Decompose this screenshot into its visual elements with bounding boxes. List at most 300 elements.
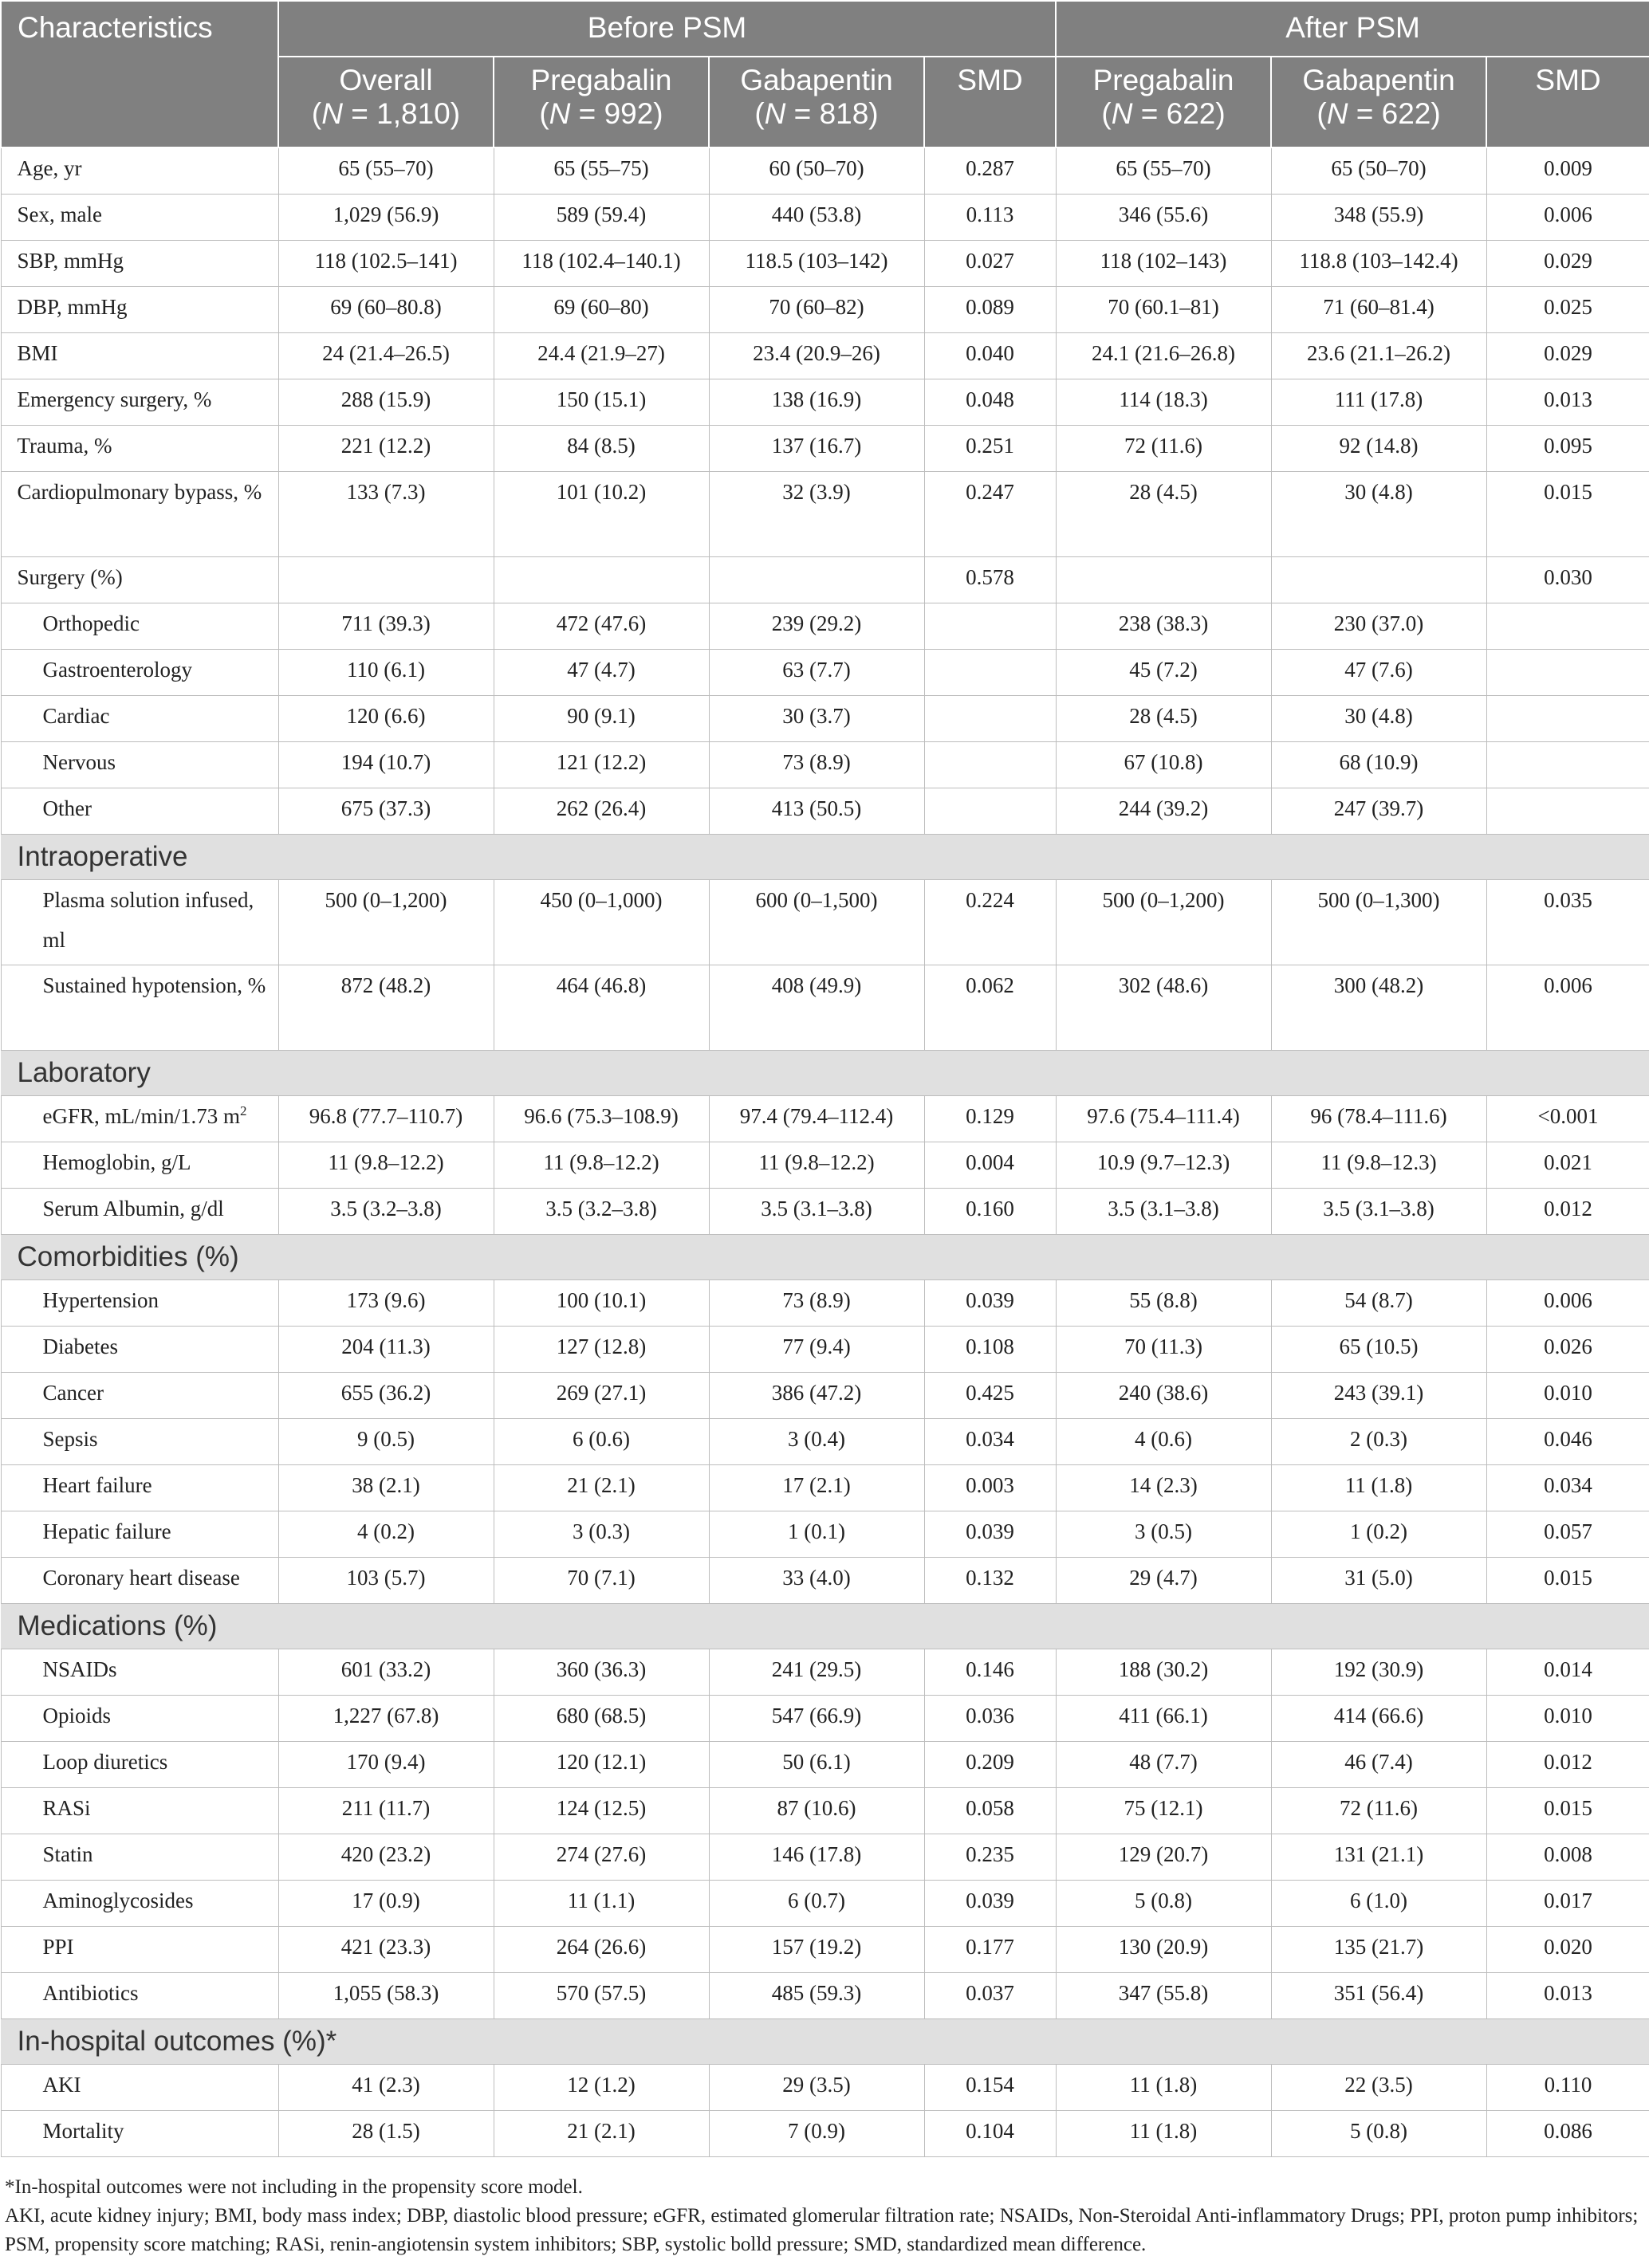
table-cell: 0.425	[924, 1373, 1056, 1419]
table-cell: 241 (29.5)	[709, 1649, 924, 1696]
table-cell: 30 (3.7)	[709, 696, 924, 742]
row-label-text: Diabetes	[42, 1334, 118, 1358]
table-cell: 5 (0.8)	[1271, 2111, 1486, 2157]
table-cell: 65 (10.5)	[1271, 1327, 1486, 1373]
column-header-count	[1068, 97, 1259, 131]
column-header-count	[290, 97, 482, 131]
table-cell: 360 (36.3)	[494, 1649, 709, 1696]
table-cell: 21 (2.1)	[494, 2111, 709, 2157]
table-cell: 0.160	[924, 1189, 1056, 1235]
header-after-psm: After PSM	[1056, 1, 1649, 57]
table-cell: 11 (9.8–12.2)	[494, 1142, 709, 1189]
table-cell: 655 (36.2)	[278, 1373, 494, 1419]
row-label-text: NSAIDs	[42, 1657, 117, 1681]
table-cell: 0.015	[1486, 1558, 1649, 1604]
table-cell: 70 (7.1)	[494, 1558, 709, 1604]
row-label-text: Plasma solution infused, ml	[42, 888, 254, 952]
table-cell: 0.004	[924, 1142, 1056, 1189]
table-cell: 73 (8.9)	[709, 742, 924, 788]
table-cell	[924, 788, 1056, 835]
table-cell: 346 (55.6)	[1056, 195, 1271, 241]
table-row	[1, 147, 1649, 195]
table-cell: 157 (19.2)	[709, 1927, 924, 1973]
table-cell: 0.062	[924, 965, 1056, 1051]
column-header-name: Gabapentin	[740, 64, 893, 96]
section-title: Medications (%)	[1, 1604, 1649, 1649]
row-label	[1, 965, 278, 1051]
table-cell: 21 (2.1)	[494, 1465, 709, 1511]
column-header-name: Pregabalin	[530, 64, 672, 96]
table-cell: 0.089	[924, 287, 1056, 333]
table-cell: 347 (55.8)	[1056, 1973, 1271, 2019]
table-cell: 133 (7.3)	[278, 472, 494, 557]
table-cell: 0.029	[1486, 241, 1649, 287]
table-cell: 0.021	[1486, 1142, 1649, 1189]
table-cell: 129 (20.7)	[1056, 1834, 1271, 1881]
table-cell: 0.129	[924, 1096, 1056, 1142]
table-cell: 29 (3.5)	[709, 2065, 924, 2111]
table-cell: 173 (9.6)	[278, 1280, 494, 1327]
table-cell: 194 (10.7)	[278, 742, 494, 788]
row-label-text: Hemoglobin, g/L	[42, 1150, 191, 1174]
row-label-text: DBP, mmHg	[17, 295, 128, 319]
table-cell: 680 (68.5)	[494, 1696, 709, 1742]
count-prefix: (	[1101, 97, 1112, 130]
table-cell: 411 (66.1)	[1056, 1696, 1271, 1742]
count-value: = 818)	[785, 97, 879, 130]
count-prefix: (	[1316, 97, 1327, 130]
section-title: Comorbidities (%)	[1, 1235, 1649, 1280]
table-cell	[1486, 742, 1649, 788]
table-footnotes	[0, 2173, 1649, 2259]
table-cell: 3.5 (3.1–3.8)	[1056, 1189, 1271, 1235]
table-cell: 239 (29.2)	[709, 603, 924, 650]
table-cell: 0.013	[1486, 1973, 1649, 2019]
table-cell: 22 (3.5)	[1271, 2065, 1486, 2111]
table-cell: 589 (59.4)	[494, 195, 709, 241]
row-label	[1, 1834, 278, 1881]
table-cell: 421 (23.3)	[278, 1927, 494, 1973]
row-label-text: Coronary heart disease	[42, 1566, 240, 1590]
row-label-text: PPI	[42, 1935, 74, 1959]
table-cell: 30 (4.8)	[1271, 696, 1486, 742]
table-cell: 11 (1.8)	[1271, 1465, 1486, 1511]
table-cell: 221 (12.2)	[278, 426, 494, 472]
table-cell: 11 (1.8)	[1056, 2111, 1271, 2157]
row-label-text: Statin	[42, 1842, 93, 1866]
table-cell: 96 (78.4–111.6)	[1271, 1096, 1486, 1142]
table-cell: 0.251	[924, 426, 1056, 472]
section-header-row	[1, 835, 1649, 880]
table-cell: 3.5 (3.2–3.8)	[278, 1189, 494, 1235]
column-header-count	[506, 97, 697, 131]
table-row	[1, 287, 1649, 333]
table-row	[1, 880, 1649, 965]
table-cell: 70 (60.1–81)	[1056, 287, 1271, 333]
table-cell: 414 (66.6)	[1271, 1696, 1486, 1742]
column-header	[709, 57, 924, 147]
table-row	[1, 1973, 1649, 2019]
row-label-text: Cardiopulmonary bypass, %	[17, 480, 262, 504]
table-cell: 0.057	[1486, 1511, 1649, 1558]
section-header-row	[1, 1051, 1649, 1096]
table-cell: 204 (11.3)	[278, 1327, 494, 1373]
table-cell: 87 (10.6)	[709, 1788, 924, 1834]
table-cell: 23.4 (20.9–26)	[709, 333, 924, 379]
count-variable: N	[1111, 97, 1133, 130]
row-label-text: BMI	[17, 341, 58, 365]
table-cell: 97.6 (75.4–111.4)	[1056, 1096, 1271, 1142]
row-label-text: Orthopedic	[42, 611, 140, 635]
table-cell: 135 (21.7)	[1271, 1927, 1486, 1973]
table-cell: 500 (0–1,300)	[1271, 880, 1486, 965]
table-cell: 0.010	[1486, 1373, 1649, 1419]
table-cell: 124 (12.5)	[494, 1788, 709, 1834]
table-cell: 0.035	[1486, 880, 1649, 965]
table-cell: 211 (11.7)	[278, 1788, 494, 1834]
row-label	[1, 1189, 278, 1235]
header-characteristics: Characteristics	[1, 1, 278, 147]
table-cell: 28 (4.5)	[1056, 472, 1271, 557]
table-cell: 600 (0–1,500)	[709, 880, 924, 965]
row-label-text: Sex, male	[17, 202, 102, 226]
table-cell: 0.058	[924, 1788, 1056, 1834]
table-cell: 70 (11.3)	[1056, 1327, 1271, 1373]
row-label-text: Other	[42, 796, 92, 820]
table-cell: 120 (12.1)	[494, 1742, 709, 1788]
count-value: = 1,810)	[342, 97, 461, 130]
table-header	[1, 1, 1649, 147]
column-header-name: Pregabalin	[1092, 64, 1234, 96]
table-cell: 65 (55–75)	[494, 147, 709, 195]
table-cell: 1,227 (67.8)	[278, 1696, 494, 1742]
row-label-text: SBP, mmHg	[17, 249, 124, 273]
column-header-count	[1283, 97, 1474, 131]
table-cell: 90 (9.1)	[494, 696, 709, 742]
table-cell: 2 (0.3)	[1271, 1419, 1486, 1465]
table-cell: 32 (3.9)	[709, 472, 924, 557]
table-cell: 351 (56.4)	[1271, 1973, 1486, 2019]
table-cell: 11 (1.1)	[494, 1881, 709, 1927]
table-cell: 0.235	[924, 1834, 1056, 1881]
table-cell: 137 (16.7)	[709, 426, 924, 472]
row-label	[1, 1649, 278, 1696]
table-cell: 3.5 (3.1–3.8)	[1271, 1189, 1486, 1235]
table-cell	[924, 603, 1056, 650]
row-label-text: Loop diuretics	[42, 1750, 168, 1774]
row-label	[1, 2111, 278, 2157]
table-cell: 103 (5.7)	[278, 1558, 494, 1604]
count-prefix: (	[539, 97, 549, 130]
table-cell: 100 (10.1)	[494, 1280, 709, 1327]
table-cell	[1271, 557, 1486, 603]
table-cell: 6 (1.0)	[1271, 1881, 1486, 1927]
column-header-name: SMD	[1535, 64, 1601, 96]
row-label	[1, 379, 278, 426]
section-title: In-hospital outcomes (%)*	[1, 2019, 1649, 2065]
table-cell: 17 (2.1)	[709, 1465, 924, 1511]
table-cell: 0.040	[924, 333, 1056, 379]
table-row	[1, 1927, 1649, 1973]
row-label	[1, 1696, 278, 1742]
table-cell: 0.008	[1486, 1834, 1649, 1881]
table-cell: 0.086	[1486, 2111, 1649, 2157]
table-cell: 11 (9.8–12.3)	[1271, 1142, 1486, 1189]
table-cell: 12 (1.2)	[494, 2065, 709, 2111]
row-label	[1, 1096, 278, 1142]
table-cell: 9 (0.5)	[278, 1419, 494, 1465]
row-label-text: RASi	[42, 1796, 91, 1820]
table-cell: 118 (102.5–141)	[278, 241, 494, 287]
table-cell: 0.006	[1486, 195, 1649, 241]
row-label	[1, 1327, 278, 1373]
row-label-text: AKI	[42, 2073, 81, 2097]
table-cell: 3.5 (3.1–3.8)	[709, 1189, 924, 1235]
table-cell: 0.015	[1486, 472, 1649, 557]
table-row	[1, 379, 1649, 426]
table-cell	[924, 650, 1056, 696]
table-row	[1, 2065, 1649, 2111]
count-value: = 992)	[570, 97, 663, 130]
table-cell: 230 (37.0)	[1271, 603, 1486, 650]
section-header-row	[1, 1604, 1649, 1649]
table-cell: 101 (10.2)	[494, 472, 709, 557]
table-cell: 3 (0.5)	[1056, 1511, 1271, 1558]
table-cell: 120 (6.6)	[278, 696, 494, 742]
table-cell: 500 (0–1,200)	[1056, 880, 1271, 965]
table-cell: 118.8 (103–142.4)	[1271, 241, 1486, 287]
table-cell: 50 (6.1)	[709, 1742, 924, 1788]
row-label	[1, 1280, 278, 1327]
column-header	[278, 57, 494, 147]
table-cell: 0.048	[924, 379, 1056, 426]
row-label-text: Cancer	[42, 1381, 104, 1405]
table-cell: 33 (4.0)	[709, 1558, 924, 1604]
table-row	[1, 1742, 1649, 1788]
table-row	[1, 1327, 1649, 1373]
table-cell	[1486, 650, 1649, 696]
table-cell: 0.113	[924, 195, 1056, 241]
table-cell: 114 (18.3)	[1056, 379, 1271, 426]
table-cell: 47 (4.7)	[494, 650, 709, 696]
table-cell: 240 (38.6)	[1056, 1373, 1271, 1419]
table-cell: 0.287	[924, 147, 1056, 195]
table-cell: 1,055 (58.3)	[278, 1973, 494, 2019]
table-row	[1, 557, 1649, 603]
table-cell: 0.026	[1486, 1327, 1649, 1373]
count-prefix: (	[311, 97, 322, 130]
table-cell: 3 (0.3)	[494, 1511, 709, 1558]
table-cell: 170 (9.4)	[278, 1742, 494, 1788]
row-label-text: Emergency surgery, %	[17, 387, 212, 411]
table-cell: 73 (8.9)	[709, 1280, 924, 1327]
table-row	[1, 788, 1649, 835]
section-header-row	[1, 1235, 1649, 1280]
table-cell: 31 (5.0)	[1271, 1558, 1486, 1604]
table-cell: 30 (4.8)	[1271, 472, 1486, 557]
table-cell: 24.1 (21.6–26.8)	[1056, 333, 1271, 379]
table-cell: 0.020	[1486, 1927, 1649, 1973]
table-cell	[924, 696, 1056, 742]
table-cell: 69 (60–80)	[494, 287, 709, 333]
row-label	[1, 287, 278, 333]
table-cell: 28 (1.5)	[278, 2111, 494, 2157]
table-cell: 408 (49.9)	[709, 965, 924, 1051]
table-row	[1, 2111, 1649, 2157]
table-cell: 675 (37.3)	[278, 788, 494, 835]
table-row	[1, 650, 1649, 696]
table-cell: 138 (16.9)	[709, 379, 924, 426]
table-cell: 188 (30.2)	[1056, 1649, 1271, 1696]
table-cell: 288 (15.9)	[278, 379, 494, 426]
table-cell: 0.046	[1486, 1419, 1649, 1465]
table-cell: 872 (48.2)	[278, 965, 494, 1051]
table-cell	[709, 557, 924, 603]
row-label-text: Serum Albumin, g/dl	[42, 1197, 224, 1220]
row-label-text: Sustained hypotension, %	[42, 973, 266, 997]
table-cell: 570 (57.5)	[494, 1973, 709, 2019]
table-cell: 69 (60–80.8)	[278, 287, 494, 333]
column-header-name: Overall	[339, 64, 433, 96]
table-row	[1, 1419, 1649, 1465]
count-value: = 622)	[1132, 97, 1226, 130]
table-cell: 55 (8.8)	[1056, 1280, 1271, 1327]
table-cell: 472 (47.6)	[494, 603, 709, 650]
table-cell: 0.039	[924, 1881, 1056, 1927]
section-title: Intraoperative	[1, 835, 1649, 880]
row-label	[1, 1742, 278, 1788]
table-row	[1, 241, 1649, 287]
count-prefix: (	[754, 97, 765, 130]
row-label-text: eGFR, mL/min/1.73 m	[42, 1104, 241, 1128]
table-cell: 300 (48.2)	[1271, 965, 1486, 1051]
table-cell: 0.224	[924, 880, 1056, 965]
table-row	[1, 1373, 1649, 1419]
table-cell: 464 (46.8)	[494, 965, 709, 1051]
table-cell: 11 (9.8–12.2)	[709, 1142, 924, 1189]
table-cell: 5 (0.8)	[1056, 1881, 1271, 1927]
row-label	[1, 472, 278, 557]
table-cell: 121 (12.2)	[494, 742, 709, 788]
table-cell: 127 (12.8)	[494, 1327, 709, 1373]
header-before-psm: Before PSM	[278, 1, 1056, 57]
count-variable: N	[549, 97, 571, 130]
row-label-text: Mortality	[42, 2119, 124, 2143]
count-variable: N	[1326, 97, 1348, 130]
table-cell: 14 (2.3)	[1056, 1465, 1271, 1511]
table-cell: 0.108	[924, 1327, 1056, 1373]
row-label-text: Gastroenterology	[42, 658, 192, 682]
table-cell: 118.5 (103–142)	[709, 241, 924, 287]
table-cell: 1,029 (56.9)	[278, 195, 494, 241]
table-cell: 0.012	[1486, 1742, 1649, 1788]
table-row	[1, 1511, 1649, 1558]
column-header	[1271, 57, 1486, 147]
table-cell: 500 (0–1,200)	[278, 880, 494, 965]
table-cell: 97.4 (79.4–112.4)	[709, 1096, 924, 1142]
table-cell: 77 (9.4)	[709, 1327, 924, 1373]
row-label	[1, 195, 278, 241]
table-cell: 3.5 (3.2–3.8)	[494, 1189, 709, 1235]
table-cell: 420 (23.2)	[278, 1834, 494, 1881]
column-header-name: SMD	[957, 64, 1023, 96]
table-cell: 0.030	[1486, 557, 1649, 603]
row-label	[1, 1558, 278, 1604]
table-cell: 0.009	[1486, 147, 1649, 195]
table-cell: 41 (2.3)	[278, 2065, 494, 2111]
table-cell: 0.146	[924, 1649, 1056, 1696]
table-cell: 3 (0.4)	[709, 1419, 924, 1465]
table-cell: 0.006	[1486, 965, 1649, 1051]
table-cell: 264 (26.6)	[494, 1927, 709, 1973]
table-cell: 601 (33.2)	[278, 1649, 494, 1696]
footnote: *In-hospital outcomes were not including in the propensity score model.	[5, 2176, 583, 2198]
table-cell: 65 (55–70)	[278, 147, 494, 195]
table-cell: 0.037	[924, 1973, 1056, 2019]
count-variable: N	[321, 97, 343, 130]
row-label-text: Heart failure	[42, 1473, 152, 1497]
column-header	[1056, 57, 1271, 147]
row-label-superscript: 2	[240, 1103, 247, 1118]
table-cell: 1 (0.1)	[709, 1511, 924, 1558]
row-label	[1, 1881, 278, 1927]
table-cell: 0.247	[924, 472, 1056, 557]
table-cell: 150 (15.1)	[494, 379, 709, 426]
table-cell: 440 (53.8)	[709, 195, 924, 241]
row-label	[1, 650, 278, 696]
table-cell: 0.025	[1486, 287, 1649, 333]
column-header	[924, 57, 1056, 147]
table-row	[1, 1142, 1649, 1189]
table-cell: 6 (0.6)	[494, 1419, 709, 1465]
table-row	[1, 1189, 1649, 1235]
table-cell: 96.6 (75.3–108.9)	[494, 1096, 709, 1142]
table-cell: 244 (39.2)	[1056, 788, 1271, 835]
table-cell: 711 (39.3)	[278, 603, 494, 650]
table-cell: 68 (10.9)	[1271, 742, 1486, 788]
table-cell: 71 (60–81.4)	[1271, 287, 1486, 333]
table-row	[1, 965, 1649, 1051]
table-cell: 6 (0.7)	[709, 1881, 924, 1927]
table-cell: 386 (47.2)	[709, 1373, 924, 1419]
row-label	[1, 1465, 278, 1511]
table-cell: 0.027	[924, 241, 1056, 287]
row-label	[1, 788, 278, 835]
table-cell: 54 (8.7)	[1271, 1280, 1486, 1327]
table-cell: 24.4 (21.9–27)	[494, 333, 709, 379]
row-label-text: Age, yr	[17, 156, 82, 180]
table-cell: 4 (0.2)	[278, 1511, 494, 1558]
table-cell: 118 (102–143)	[1056, 241, 1271, 287]
table-row	[1, 1558, 1649, 1604]
table-cell: 111 (17.8)	[1271, 379, 1486, 426]
row-label	[1, 1927, 278, 1973]
table-cell: 0.014	[1486, 1649, 1649, 1696]
table-cell: 0.034	[1486, 1465, 1649, 1511]
table-cell: 60 (50–70)	[709, 147, 924, 195]
table-cell	[1486, 696, 1649, 742]
table-cell: 23.6 (21.1–26.2)	[1271, 333, 1486, 379]
table-cell: 0.209	[924, 1742, 1056, 1788]
row-label-text: Aminoglycosides	[42, 1889, 194, 1912]
table-cell: 131 (21.1)	[1271, 1834, 1486, 1881]
table-cell: 485 (59.3)	[709, 1973, 924, 2019]
footnote: AKI, acute kidney injury; BMI, body mass index; DBP, diastolic blood pressure; eGFR, estimated glomerular filtration rate; NSAIDs, Non-Steroidal Anti-inflammatory Drugs; PPI, proton pump inhibitors; PSM, propensity score matching; RASi, renin-angiotensin system inhibitors; SBP, systolic bolld pressure; SMD, standardized mean difference.	[5, 2205, 1639, 2255]
table-cell: 413 (50.5)	[709, 788, 924, 835]
table-row	[1, 1696, 1649, 1742]
table-cell: 0.110	[1486, 2065, 1649, 2111]
table-cell: 0.017	[1486, 1881, 1649, 1927]
